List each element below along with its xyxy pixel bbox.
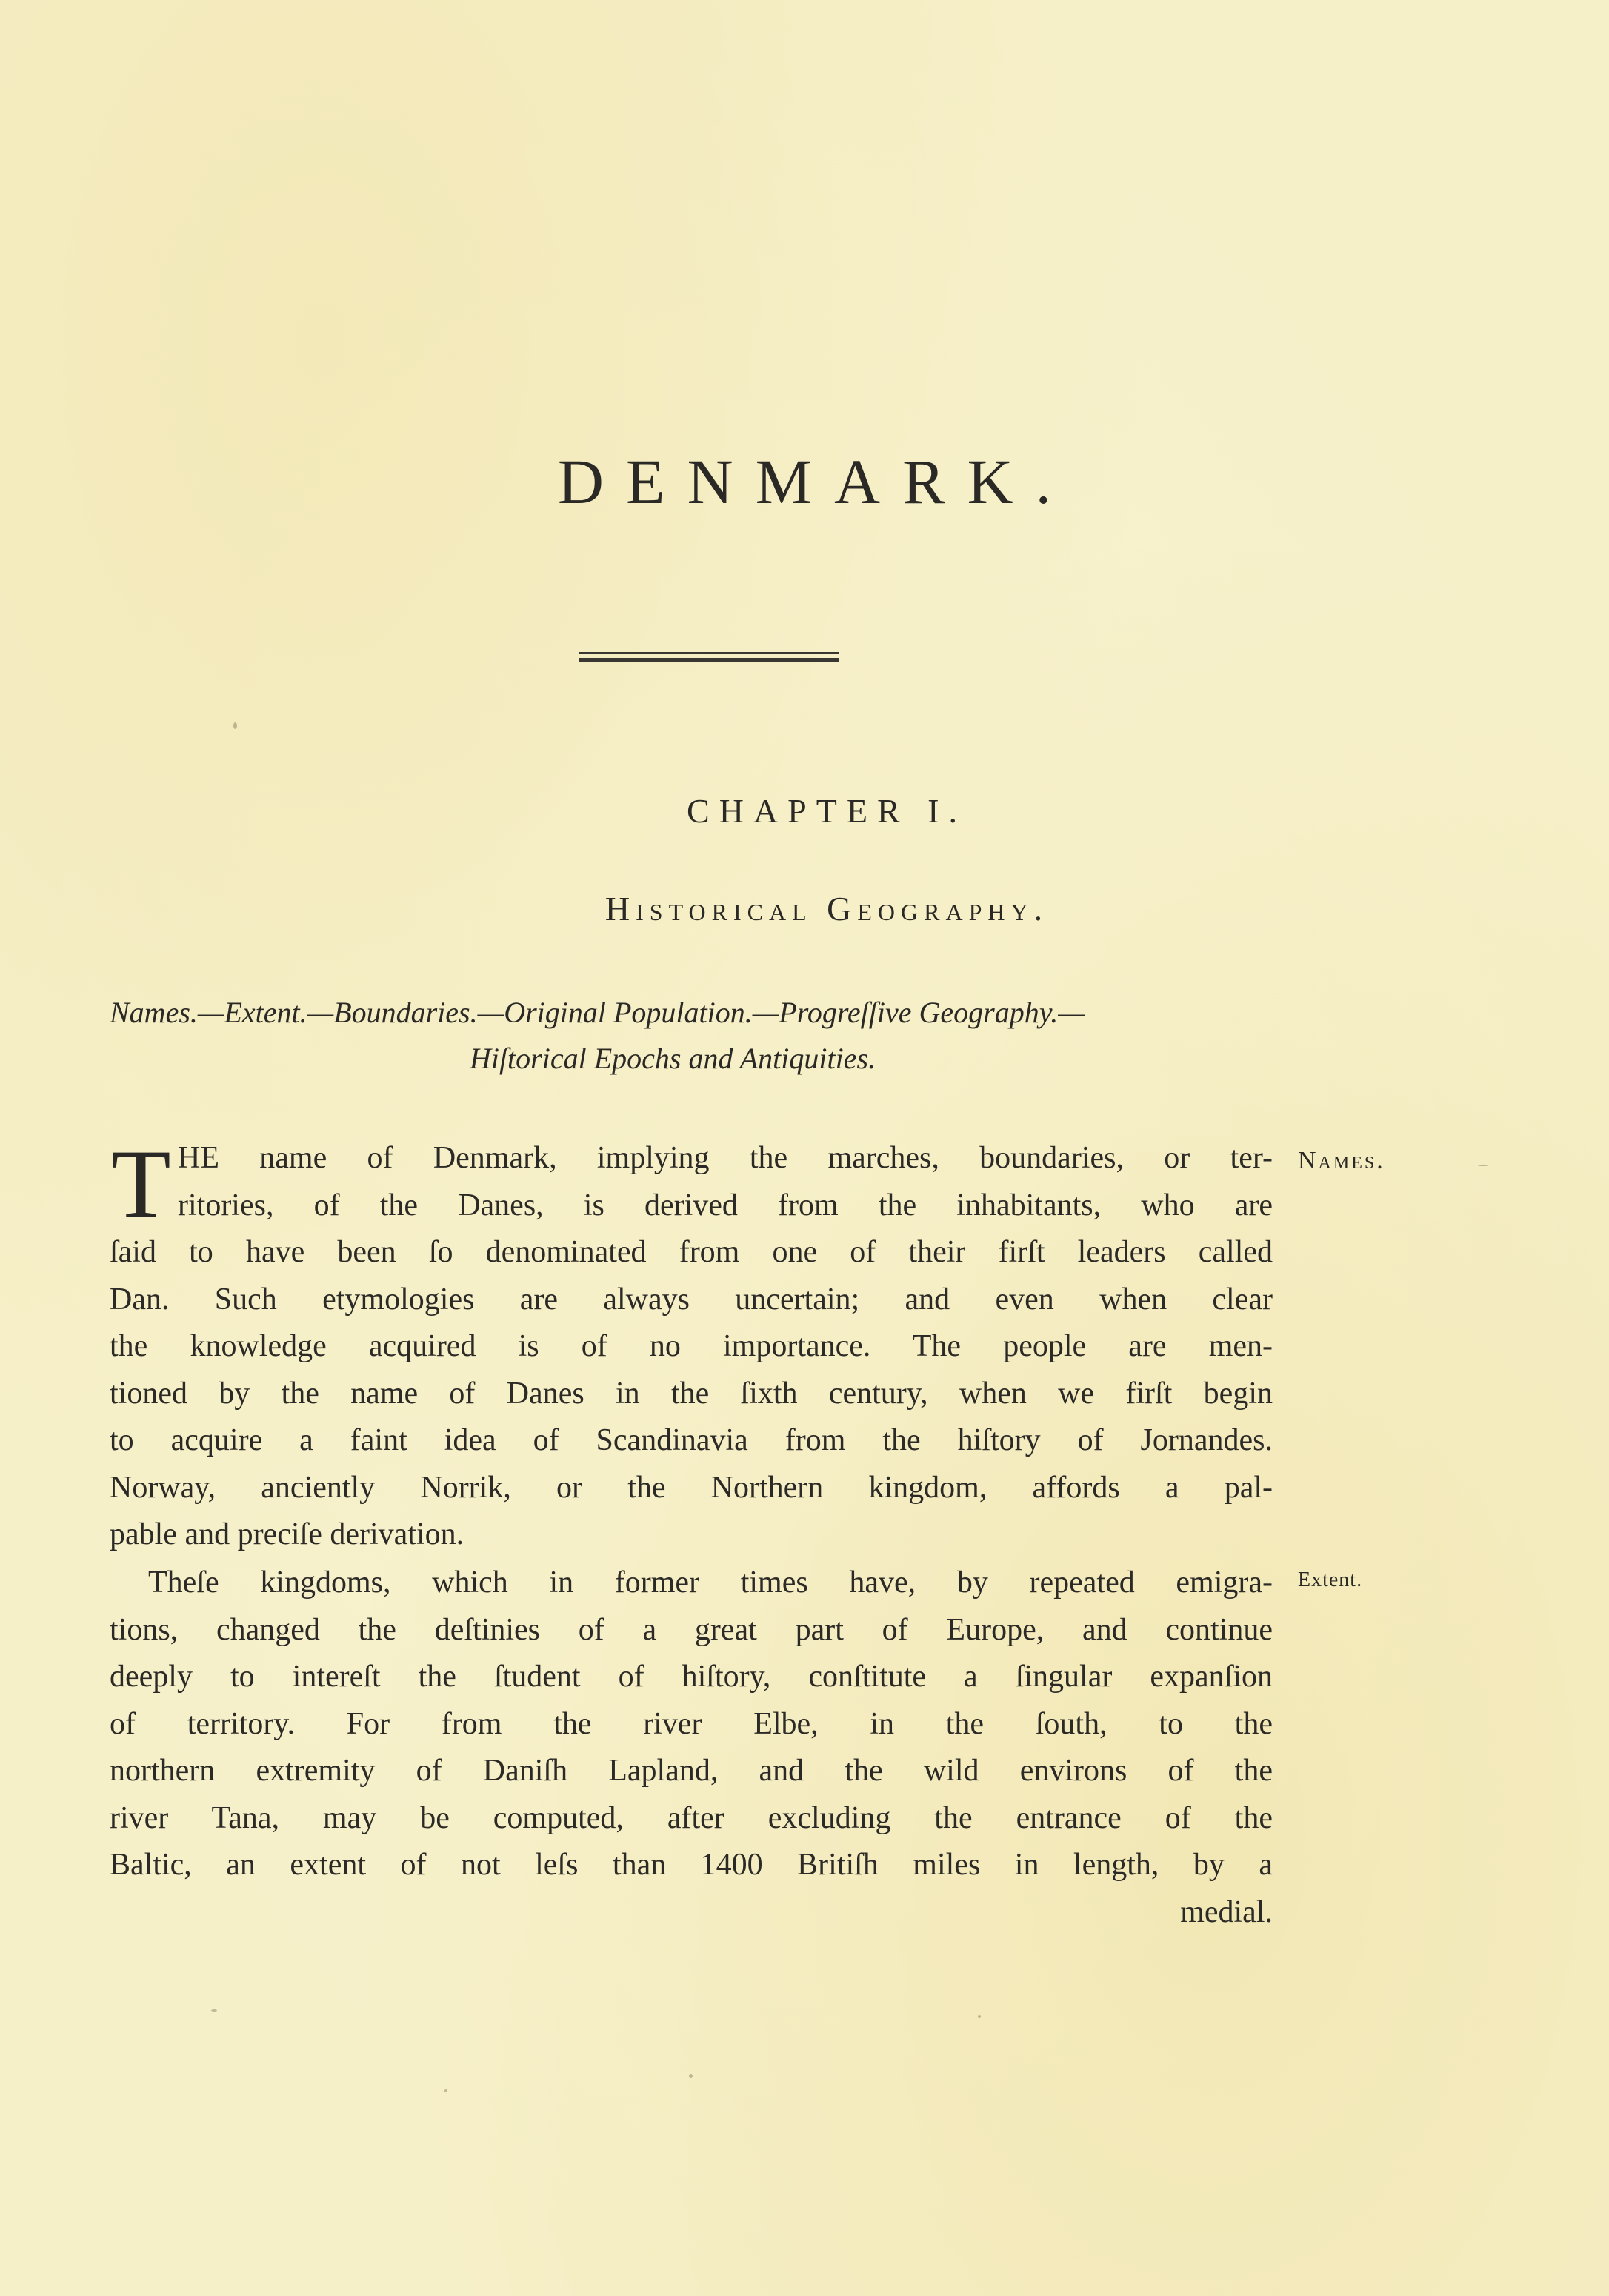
text-line: deeply to intereſt the ſtudent of hiſtory, conſtitute a ſingular expanſion bbox=[110, 1660, 1273, 1694]
speck bbox=[689, 2074, 693, 2078]
paragraph-names bbox=[110, 1129, 1273, 1559]
text-line: ſaid to have been ſo denominated from one of their firſt leaders called bbox=[110, 1235, 1273, 1269]
speck bbox=[978, 2015, 981, 2018]
margin-note-extent: Extent. bbox=[1298, 1568, 1363, 1591]
book-title: DENMARK. bbox=[557, 446, 1074, 517]
text-line: tioned by the name of Danes in the ſixth century, when we firſt begin bbox=[110, 1376, 1273, 1411]
margin-note-names: Names. bbox=[1298, 1147, 1385, 1174]
text-line: Baltic, an extent of not leſs than 1400 Britiſh miles in length, by a bbox=[110, 1848, 1273, 1882]
text-line: pable and preciſe derivation. bbox=[110, 1517, 464, 1551]
catchword: medial. bbox=[1180, 1894, 1273, 1929]
chapter-heading: CHAPTER I. bbox=[687, 792, 967, 830]
section-title: Historical Geography. bbox=[604, 890, 1049, 928]
speck bbox=[233, 722, 237, 729]
text-line: river Tana, may be computed, after excluding the entrance of the bbox=[110, 1800, 1273, 1835]
drop-cap: T bbox=[111, 1129, 171, 1238]
chapter-summary bbox=[110, 990, 1280, 1082]
rule-line-thick bbox=[579, 658, 839, 662]
title-rule bbox=[579, 652, 839, 666]
text-line: ritories, of the Danes, is derived from the inhabitants, who are bbox=[178, 1188, 1273, 1222]
rule-line-thin bbox=[579, 652, 839, 654]
summary-line-2: Hiſtorical Epochs and Antiquities. bbox=[469, 1042, 876, 1075]
summary-line-1: Names.—Extent.—Boundaries.—Original Population.—Progreſſive Geography.— bbox=[110, 996, 1085, 1029]
text-line: Dan. Such etymologies are always uncertain; and even when clear bbox=[110, 1282, 1273, 1317]
text-line: to acquire a faint idea of Scandinavia from the hiſtory of Jornandes. bbox=[110, 1423, 1273, 1457]
speck bbox=[1478, 1165, 1488, 1166]
text-line: tions, changed the deſtinies of a great part of Europe, and continue bbox=[110, 1612, 1273, 1647]
paragraph-extent bbox=[110, 1560, 1273, 1936]
text-line: the knowledge acquired is of no importance. The people are men- bbox=[110, 1329, 1273, 1363]
text-line: northern extremity of Daniſh Lapland, and the wild environs of the bbox=[110, 1754, 1273, 1788]
text-line: Theſe kingdoms, which in former times have, by repeated emigra- bbox=[148, 1565, 1273, 1600]
speck bbox=[444, 2089, 447, 2092]
text-line: HE name of Denmark, implying the marches, boundaries, or ter- bbox=[178, 1141, 1273, 1175]
text-line: of territory. For from the river Elbe, in the ſouth, to the bbox=[110, 1706, 1273, 1741]
speck bbox=[211, 2009, 217, 2012]
text-line: Norway, anciently Norrik, or the Northern kingdom, affords a pal- bbox=[110, 1470, 1273, 1505]
